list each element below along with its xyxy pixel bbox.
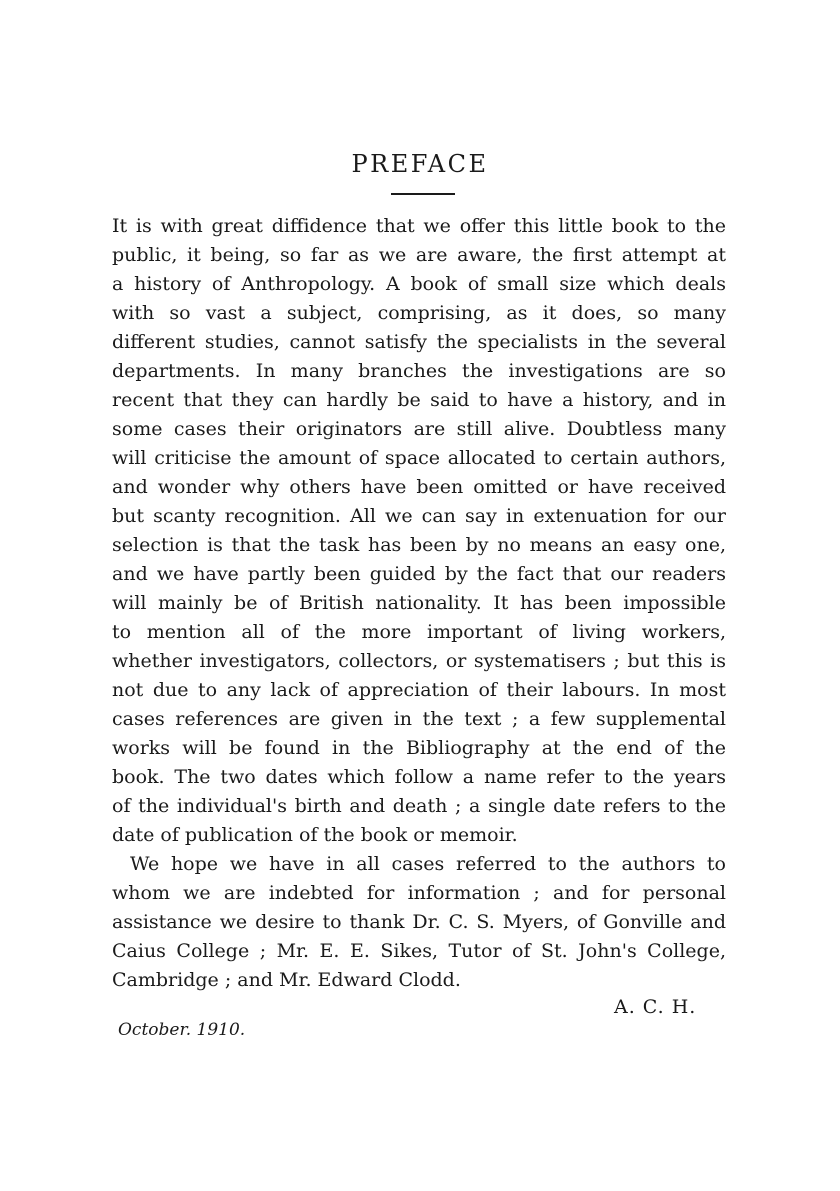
- text-line: not due to any lack of appreciation of their labours. In most: [112, 679, 726, 701]
- text-line: departments. In many branches the investigations are so: [112, 360, 726, 382]
- text-line: will mainly be of British nationality. It has been impossible: [112, 592, 726, 614]
- text-line: with so vast a subject, comprising, as it does, so many: [112, 302, 726, 324]
- text-line: a history of Anthropology. A book of small size which deals: [112, 273, 726, 295]
- text-line: book. The two dates which follow a name refer to the years: [112, 766, 726, 788]
- text-line: It is with great diffidence that we offer this little book to the: [112, 215, 726, 237]
- paragraph-2: [112, 850, 726, 995]
- text-line: whom we are indebted for information ; and for personal: [112, 882, 726, 904]
- text-line: and we have partly been guided by the fact that our readers: [112, 563, 726, 585]
- paragraph-1: [112, 212, 726, 850]
- text-line: assistance we desire to thank Dr. C. S. Myers, of Gonville and: [112, 911, 726, 933]
- text-line: whether investigators, collectors, or systematisers ; but this is: [112, 650, 726, 672]
- text-line: works will be found in the Bibliography at the end of the: [112, 737, 726, 759]
- text-line: selection is that the task has been by no means an easy one,: [112, 534, 726, 556]
- text-line: will criticise the amount of space allocated to certain authors,: [112, 447, 726, 469]
- preface-date: October. 1910.: [118, 1020, 246, 1040]
- text-line: and wonder why others have been omitted or have received: [112, 476, 726, 498]
- text-line: but scanty recognition. All we can say in extenuation for our: [112, 505, 726, 527]
- text-line: Cambridge ; and Mr. Edward Clodd.: [112, 969, 461, 991]
- text-line: cases references are given in the text ; a few supplemental: [112, 708, 726, 730]
- text-line: of the individual's birth and death ; a single date refers to the: [112, 795, 726, 817]
- text-line: public, it being, so far as we are aware, the first attempt at: [112, 244, 726, 266]
- text-line: different studies, cannot satisfy the specialists in the several: [112, 331, 726, 353]
- title-rule: [391, 193, 455, 195]
- text-line: We hope we have in all cases referred to the authors to: [130, 853, 726, 875]
- text-line: recent that they can hardly be said to have a history, and in: [112, 389, 726, 411]
- page-title: PREFACE: [351, 150, 489, 178]
- text-line: Caius College ; Mr. E. E. Sikes, Tutor of St. John's College,: [112, 940, 726, 962]
- text-line: to mention all of the more important of living workers,: [112, 621, 726, 643]
- text-line: some cases their originators are still alive. Doubtless many: [112, 418, 726, 440]
- author-initials: A. C. H.: [614, 996, 697, 1018]
- text-line: date of publication of the book or memoir.: [112, 824, 518, 846]
- preface-body: [112, 212, 726, 995]
